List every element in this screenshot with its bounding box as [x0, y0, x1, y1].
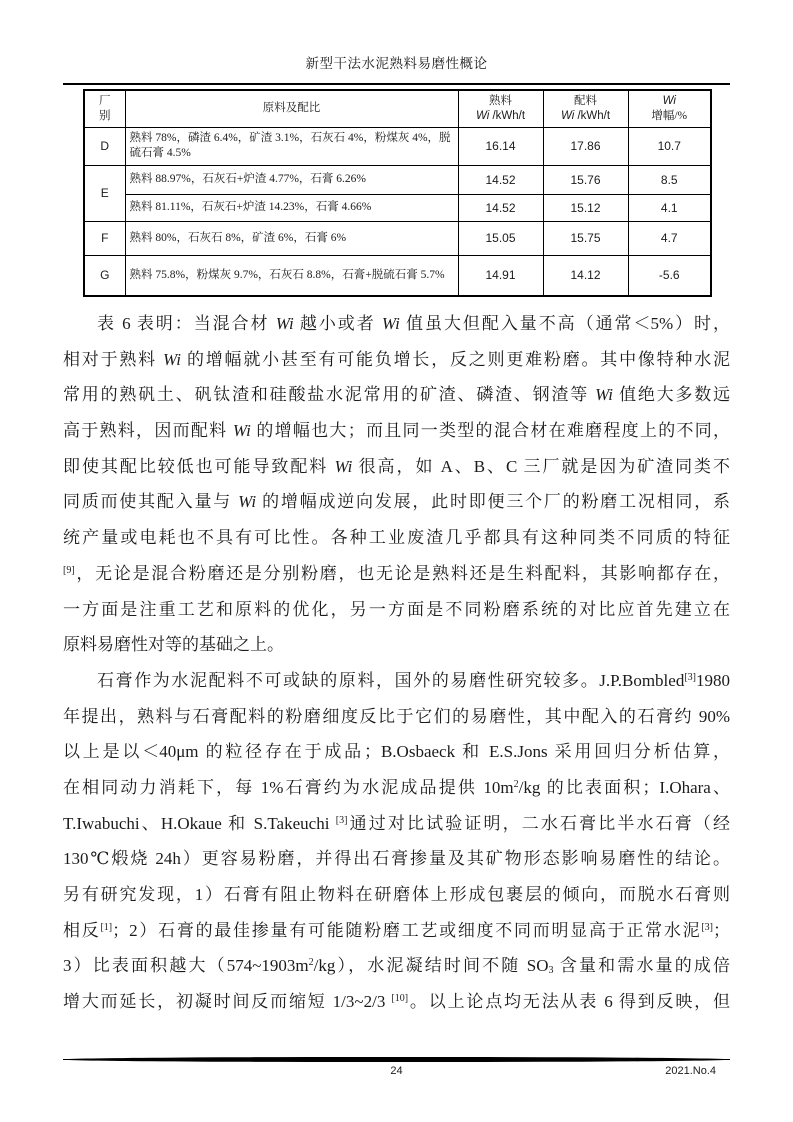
materials-cell: 熟料 80%，石灰石 8%，矿渣 6%，石膏 6%: [125, 221, 458, 255]
text-line: 在相同动力消耗下，每 1%石膏约为水泥成品提供 $10m^2/kg$ 的比表面积；I.Ohara、: [63, 777, 730, 797]
factory-cell: E: [84, 165, 125, 221]
header-batch-wi: 配料 Wi /kWh/t: [543, 90, 628, 127]
text-line: 石膏作为水泥配料不可或缺的原料，国外的易磨性研究较多。J.P.Bombled[3]1980: [97, 670, 730, 690]
footer-rule-lens: [63, 1057, 730, 1063]
text-line: 常用的熟矾土、矾钛渣和硅酸盐水泥常用的矿渣、磷渣、钢渣等 Wi 值绝大多数远: [63, 385, 730, 405]
clinker-wi-cell: 14.52: [458, 165, 543, 194]
batch-wi-cell: 17.86: [543, 127, 628, 165]
table-row: [84, 127, 711, 165]
materials-cell: 熟料 78%，磷渣 6.4%，矿渣 3.1%，石灰石 4%，粉煤灰 4%，脱硫石膏 4.5%: [125, 127, 458, 165]
factory-cell: F: [84, 221, 125, 255]
clinker-wi-cell: 15.05: [458, 221, 543, 255]
wi-gain-cell: -5.6: [628, 255, 711, 296]
text-line: 另有研究发现，1）石膏有阻止物料在研磨体上形成包裹层的倾向，而脱水石膏则: [63, 885, 730, 904]
text-line: 统产量或电耗也不具有可比性。各种工业废渣几乎都具有这种同类不同质的特征: [63, 528, 730, 548]
body-text: [63, 306, 730, 1020]
table-row: [84, 221, 711, 255]
header-materials: 原料及配比: [125, 90, 458, 127]
running-head-title: 新型干法水泥熟料易磨性概论: [305, 56, 488, 71]
text-line: 3）比表面积越大$(574\sim 1903m^2/kg)$，水泥凝结时间不随 $SO_3$ 含量和需水量的成倍: [63, 956, 730, 977]
page-footer: [63, 1065, 730, 1081]
clinker-wi-cell: 16.14: [458, 127, 543, 165]
batch-wi-cell: 15.75: [543, 221, 628, 255]
text-line: 一方面是注重工艺和原料的优化，另一方面是不同粉磨系统的对比应首先建立在: [63, 599, 730, 619]
text-line: 即使其配比较低也可能导致配料 Wi 很高，如 A、B、C 三厂就是因为矿渣同类不: [63, 456, 730, 476]
text-line: 相对于熟料 Wi 的增幅就小甚至有可能负增长，反之则更难粉磨。其中像特种水泥: [63, 349, 730, 369]
text-line: 增大而延长，初凝时间反而缩短 1/3~2/3 [10]。以上论点均无法从表 6 得到反映，但: [63, 992, 730, 1012]
factory-cell: D: [84, 127, 125, 165]
materials-cell: 熟料 88.97%，石灰石+炉渣 4.77%，石膏 6.26%: [125, 165, 458, 194]
text-line: 表 6 表明：当混合材 Wi 越小或者 Wi 值虽大但配入量不高（通常＜5%）时，: [97, 314, 730, 333]
text-line: 130℃煅烧 24h）更容易粉磨，并得出石膏掺量及其矿物形态影响易磨性的结论。: [63, 849, 730, 869]
table-header-row: [84, 90, 711, 127]
wi-gain-cell: 10.7: [628, 127, 711, 165]
header-clinker-wi: 熟料 Wi /kWh/t: [458, 90, 543, 127]
text-line: 原料易磨性对等的基础之上。: [63, 635, 284, 655]
footer-rule: [63, 1057, 730, 1063]
text-line: 相反[1]；2）石膏的最佳掺量有可能随粉磨工艺或细度不同而明显高于正常水泥[3]；: [63, 920, 730, 940]
text-line: 同质而使其配入量与 Wi 的增幅成逆向发展，此时即便三个厂的粉磨工况相同，系: [63, 492, 730, 512]
text-line: T.Iwabuchi、H.Okaue 和 S.Takeuchi [3]通过对比试验证明，二水石膏比半水石膏（经: [63, 813, 730, 833]
grindability-table: [83, 89, 712, 297]
factory-cell: G: [84, 255, 125, 296]
wi-gain-cell: 4.7: [628, 221, 711, 255]
header-factory: 厂 别: [84, 90, 125, 127]
issue-label: 2021.No.4: [665, 1064, 716, 1077]
page-content: [63, 0, 730, 1081]
materials-cell: 熟料 75.8%，粉煤灰 9.7%，石灰石 8.8%，石膏+脱硫石膏 5.7%: [125, 255, 458, 296]
batch-wi-cell: 15.12: [543, 194, 628, 221]
wi-gain-cell: 4.1: [628, 194, 711, 221]
wi-gain-cell: 8.5: [628, 165, 711, 194]
batch-wi-cell: 14.12: [543, 255, 628, 296]
clinker-wi-cell: 14.91: [458, 255, 543, 296]
header-wi-gain: Wi 增幅/%: [628, 90, 711, 127]
materials-cell: 熟料 81.11%，石灰石+炉渣 14.23%，石膏 4.66%: [125, 194, 458, 221]
table-row: [84, 194, 711, 221]
text-line: 以上是以＜40μm 的粒径存在于成品；B.Osbaeck 和 E.S.Jons 采用回归分析估算，: [63, 742, 730, 762]
table-row: [84, 255, 711, 296]
text-line: [9]，无论是混合粉磨还是分别粉磨，也无论是熟料还是生料配料，其影响都存在，: [63, 563, 730, 583]
batch-wi-cell: 15.76: [543, 165, 628, 194]
text-line: 高于熟料，因而配料 Wi 的增幅也大；而且同一类型的混合材在难磨程度上的不同，: [63, 421, 730, 441]
header-rule: [63, 83, 730, 85]
table-row: [84, 165, 711, 194]
page-number: 24: [390, 1064, 403, 1077]
clinker-wi-cell: 14.52: [458, 194, 543, 221]
text-line: 年提出，熟料与石膏配料的粉磨细度反比于它们的易磨性，其中配入的石膏约 90%: [63, 706, 730, 726]
